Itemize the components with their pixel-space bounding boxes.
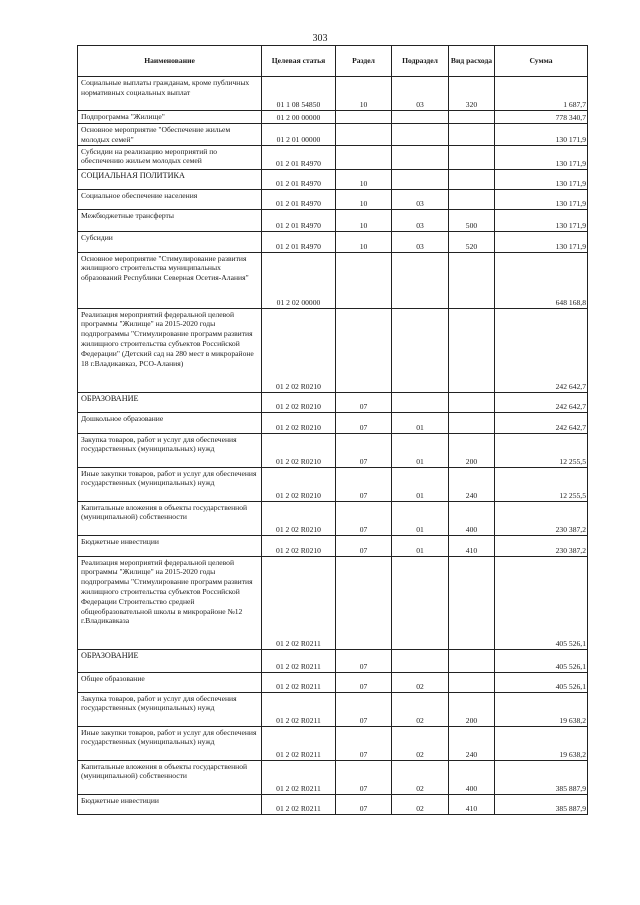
cell-target: 01 2 01 R4970 — [262, 169, 336, 189]
cell-target: 01 2 02 R0210 — [262, 308, 336, 392]
cell-subsection: 02 — [392, 794, 449, 814]
cell-section — [336, 145, 392, 169]
table-row — [78, 145, 588, 169]
cell-name-text: Иные закупки товаров, работ и услуг для обеспечения государственных (муниципальных) нужд — [81, 468, 257, 488]
cell-target: 01 2 01 R4970 — [262, 231, 336, 252]
table-row — [78, 252, 588, 308]
table-row — [78, 794, 588, 814]
cell-target: 01 2 02 R0210 — [262, 535, 336, 556]
cell-amount: 230 387,2 — [495, 501, 588, 535]
cell-expense-type: 240 — [449, 467, 495, 501]
cell-amount: 242 642,7 — [495, 308, 588, 392]
cell-subsection — [392, 308, 449, 392]
cell-name-text: Дошкольное образование — [81, 413, 164, 423]
cell-target: 01 2 02 R0211 — [262, 556, 336, 649]
cell-name — [78, 672, 262, 692]
cell-expense-type: 520 — [449, 231, 495, 252]
cell-name — [78, 308, 262, 392]
cell-expense-type — [449, 145, 495, 169]
cell-target: 01 2 02 R0211 — [262, 672, 336, 692]
cell-target: 01 2 01 R4970 — [262, 145, 336, 169]
cell-subsection: 02 — [392, 672, 449, 692]
cell-name — [78, 209, 262, 231]
cell-name-text: Иные закупки товаров, работ и услуг для обеспечения государственных (муниципальных) нужд — [81, 727, 257, 747]
cell-subsection: 01 — [392, 535, 449, 556]
table-row — [78, 124, 588, 146]
cell-name — [78, 392, 262, 412]
cell-section: 07 — [336, 726, 392, 760]
cell-expense-type — [449, 556, 495, 649]
cell-expense-type — [449, 308, 495, 392]
table-row — [78, 726, 588, 760]
cell-amount: 19 638,2 — [495, 726, 588, 760]
cell-target: 01 2 00 00000 — [262, 111, 336, 124]
cell-expense-type — [449, 392, 495, 412]
table-row — [78, 535, 588, 556]
cell-subsection — [392, 124, 449, 146]
cell-expense-type: 400 — [449, 760, 495, 794]
cell-expense-type — [449, 111, 495, 124]
cell-subsection: 01 — [392, 412, 449, 433]
cell-amount: 12 255,5 — [495, 467, 588, 501]
cell-subsection — [392, 392, 449, 412]
cell-expense-type: 410 — [449, 535, 495, 556]
table-header-row — [78, 46, 588, 77]
cell-expense-type: 200 — [449, 433, 495, 467]
header-section: Раздел — [336, 46, 392, 77]
table-row — [78, 392, 588, 412]
cell-section: 07 — [336, 392, 392, 412]
cell-section — [336, 556, 392, 649]
table-row — [78, 692, 588, 726]
cell-subsection: 03 — [392, 77, 449, 111]
header-amount: Сумма — [495, 46, 588, 77]
header-name: Наименование — [78, 46, 262, 77]
cell-expense-type — [449, 649, 495, 672]
cell-name — [78, 535, 262, 556]
cell-name — [78, 760, 262, 794]
cell-subsection: 01 — [392, 501, 449, 535]
cell-amount: 19 638,2 — [495, 692, 588, 726]
cell-target: 01 2 02 R0211 — [262, 794, 336, 814]
cell-name-text: Межбюджетные трансферты — [81, 210, 174, 220]
cell-target: 01 2 01 R4970 — [262, 189, 336, 209]
budget-table — [77, 45, 588, 815]
cell-amount: 405 526,1 — [495, 672, 588, 692]
cell-amount: 648 168,8 — [495, 252, 588, 308]
cell-target: 01 2 02 R0211 — [262, 692, 336, 726]
table-row — [78, 412, 588, 433]
cell-expense-type — [449, 189, 495, 209]
cell-name-text: Капитальные вложения в объекты государственной (муниципальной) собственности — [81, 502, 248, 522]
cell-subsection: 01 — [392, 467, 449, 501]
cell-section: 07 — [336, 692, 392, 726]
cell-name — [78, 433, 262, 467]
cell-subsection: 02 — [392, 726, 449, 760]
cell-name-text: Закупка товаров, работ и услуг для обеспечения государственных (муниципальных) нужд — [81, 434, 237, 454]
cell-subsection — [392, 649, 449, 672]
cell-name — [78, 111, 262, 124]
cell-section: 10 — [336, 169, 392, 189]
table-row — [78, 760, 588, 794]
cell-section: 07 — [336, 467, 392, 501]
cell-name — [78, 501, 262, 535]
cell-name — [78, 556, 262, 649]
header-target: Целевая статья — [262, 46, 336, 77]
cell-name — [78, 231, 262, 252]
cell-amount: 405 526,1 — [495, 556, 588, 649]
header-expense-type: Вид расхода — [449, 46, 495, 77]
cell-target: 01 2 02 R0210 — [262, 392, 336, 412]
cell-name — [78, 145, 262, 169]
table-row — [78, 672, 588, 692]
cell-amount: 242 642,7 — [495, 392, 588, 412]
cell-name — [78, 77, 262, 111]
cell-name — [78, 467, 262, 501]
table-row — [78, 556, 588, 649]
cell-name — [78, 189, 262, 209]
cell-name-text: Закупка товаров, работ и услуг для обеспечения государственных (муниципальных) нужд — [81, 693, 237, 713]
cell-subsection — [392, 252, 449, 308]
cell-expense-type: 410 — [449, 794, 495, 814]
cell-name — [78, 794, 262, 814]
cell-name-text: Основное мероприятие "Стимулирование развития жилищного строительства муниципальных образований Республики Северная Осетия-Алания" — [81, 253, 249, 283]
cell-target: 01 2 02 R0210 — [262, 433, 336, 467]
page-number: 303 — [312, 33, 328, 44]
table-row — [78, 308, 588, 392]
table-row — [78, 189, 588, 209]
cell-section — [336, 111, 392, 124]
cell-name — [78, 169, 262, 189]
cell-section: 07 — [336, 433, 392, 467]
cell-section: 07 — [336, 672, 392, 692]
cell-name-text: Субсидии на реализацию мероприятий по обеспечению жильем молодых семей — [81, 146, 218, 166]
cell-subsection: 02 — [392, 692, 449, 726]
cell-target: 01 2 01 00000 — [262, 124, 336, 146]
cell-target: 01 2 01 R4970 — [262, 209, 336, 231]
cell-subsection: 03 — [392, 231, 449, 252]
cell-section: 10 — [336, 77, 392, 111]
cell-name — [78, 124, 262, 146]
table-row — [78, 77, 588, 111]
table-row — [78, 433, 588, 467]
cell-amount: 230 387,2 — [495, 535, 588, 556]
table-row — [78, 169, 588, 189]
cell-target: 01 2 02 R0210 — [262, 412, 336, 433]
cell-amount: 130 171,9 — [495, 169, 588, 189]
cell-target: 01 2 02 R0211 — [262, 726, 336, 760]
cell-name — [78, 252, 262, 308]
table-row — [78, 231, 588, 252]
cell-amount: 130 171,9 — [495, 124, 588, 146]
cell-amount: 12 255,5 — [495, 433, 588, 467]
cell-subsection — [392, 111, 449, 124]
cell-name-text: Социальное обеспечение населения — [81, 190, 198, 200]
cell-target: 01 2 02 00000 — [262, 252, 336, 308]
cell-name-text: Субсидии — [81, 232, 113, 242]
cell-section: 07 — [336, 794, 392, 814]
cell-name — [78, 692, 262, 726]
cell-subsection: 03 — [392, 209, 449, 231]
cell-expense-type: 400 — [449, 501, 495, 535]
cell-section — [336, 252, 392, 308]
cell-expense-type — [449, 169, 495, 189]
cell-amount: 385 887,9 — [495, 760, 588, 794]
cell-section: 07 — [336, 412, 392, 433]
table-body — [78, 77, 588, 815]
cell-name — [78, 412, 262, 433]
cell-expense-type: 320 — [449, 77, 495, 111]
table-row — [78, 501, 588, 535]
cell-section: 07 — [336, 649, 392, 672]
cell-amount: 242 642,7 — [495, 412, 588, 433]
cell-name-text: Реализация мероприятий федеральной целевой программы "Жилище" на 2015-2020 годы подпрограммы "Стимулирование программ развития жилищного строительства субъектов Российской Федерации Строительство средней общеобразовательной школы в микрорайоне №12 г.Владикавказа — [81, 557, 253, 626]
cell-subsection — [392, 556, 449, 649]
cell-amount: 130 171,9 — [495, 209, 588, 231]
cell-section: 10 — [336, 231, 392, 252]
header-subsection: Подраздел — [392, 46, 449, 77]
cell-amount: 385 887,9 — [495, 794, 588, 814]
cell-name-text: Бюджетные инвестиции — [81, 536, 159, 546]
cell-amount: 130 171,9 — [495, 145, 588, 169]
cell-name-text: Основное мероприятие "Обеспечение жильем молодых семей" — [81, 125, 231, 144]
cell-expense-type — [449, 252, 495, 308]
cell-subsection: 01 — [392, 433, 449, 467]
cell-subsection: 03 — [392, 189, 449, 209]
cell-target: 01 1 08 54850 — [262, 77, 336, 111]
cell-subsection — [392, 145, 449, 169]
cell-amount: 130 171,9 — [495, 189, 588, 209]
cell-section: 10 — [336, 209, 392, 231]
cell-target: 01 2 02 R0210 — [262, 501, 336, 535]
cell-name-text: ОБРАЗОВАНИЕ — [81, 393, 139, 403]
cell-section — [336, 124, 392, 146]
cell-expense-type: 200 — [449, 692, 495, 726]
cell-section — [336, 308, 392, 392]
cell-subsection — [392, 169, 449, 189]
cell-amount: 1 687,7 — [495, 77, 588, 111]
cell-target: 01 2 02 R0211 — [262, 760, 336, 794]
cell-name-text: СОЦИАЛЬНАЯ ПОЛИТИКА — [81, 170, 185, 180]
table-row — [78, 111, 588, 124]
cell-name-text: Капитальные вложения в объекты государственной (муниципальной) собственности — [81, 761, 248, 781]
cell-expense-type: 500 — [449, 209, 495, 231]
cell-section: 07 — [336, 501, 392, 535]
cell-name-text: Подпрограмма "Жилище" — [81, 112, 165, 121]
cell-name-text: Реализация мероприятий федеральной целевой программы "Жилище" на 2015-2020 годы подпрограммы "Стимулирование программ развития жилищного строительства субъектов Российской Федерации" (Детский сад на 280 мест в микрорайоне 18 г.Владикавказ, РСО-Алания) — [81, 309, 254, 368]
cell-name-text: Социальные выплаты гражданам, кроме публичных нормативных социальных выплат — [81, 78, 250, 97]
cell-name — [78, 726, 262, 760]
cell-target: 01 2 02 R0211 — [262, 649, 336, 672]
cell-name-text: Общее образование — [81, 673, 145, 683]
cell-expense-type — [449, 672, 495, 692]
cell-section: 07 — [336, 535, 392, 556]
cell-name — [78, 649, 262, 672]
cell-section: 07 — [336, 760, 392, 794]
cell-expense-type — [449, 412, 495, 433]
cell-subsection: 02 — [392, 760, 449, 794]
cell-amount: 130 171,9 — [495, 231, 588, 252]
cell-name-text: Бюджетные инвестиции — [81, 795, 159, 805]
cell-expense-type: 240 — [449, 726, 495, 760]
cell-name-text: ОБРАЗОВАНИЕ — [81, 650, 139, 660]
cell-expense-type — [449, 124, 495, 146]
table-row — [78, 467, 588, 501]
table-row — [78, 649, 588, 672]
cell-section: 10 — [336, 189, 392, 209]
table-row — [78, 209, 588, 231]
cell-amount: 778 340,7 — [495, 111, 588, 124]
cell-target: 01 2 02 R0210 — [262, 467, 336, 501]
cell-amount: 405 526,1 — [495, 649, 588, 672]
